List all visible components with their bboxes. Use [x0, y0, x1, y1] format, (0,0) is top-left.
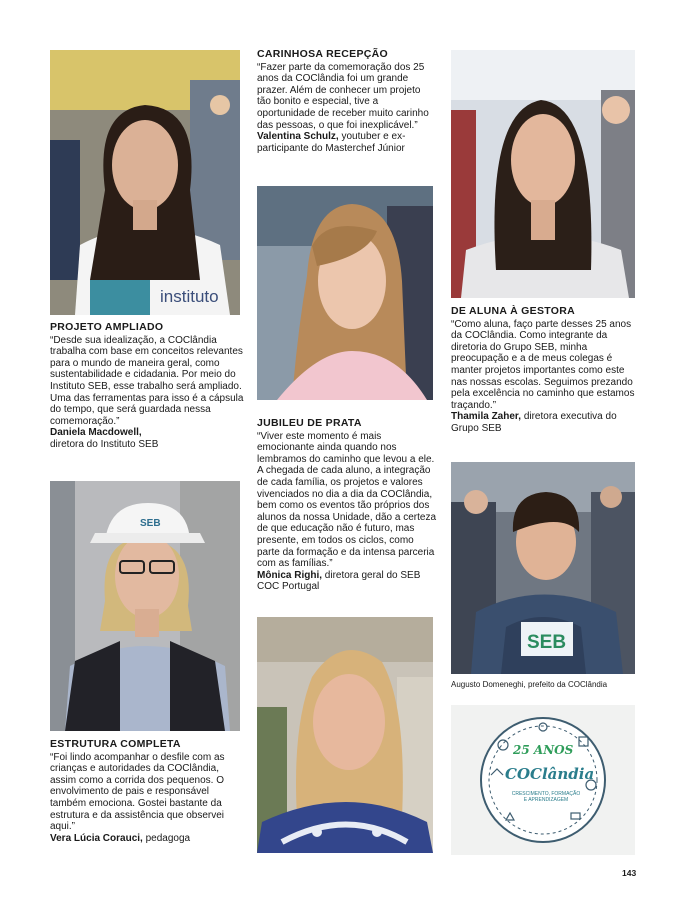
photo-daniela-macdowell	[50, 50, 240, 315]
logo-line2: COClândia	[505, 765, 595, 783]
svg-text:SEB: SEB	[527, 632, 567, 653]
photo-vera-lucia-corauci	[50, 481, 240, 731]
coclandia-25-anos-logo	[451, 705, 635, 855]
section-title: PROJETO AMPLIADO	[50, 321, 164, 333]
photo-valentina-schulz	[257, 186, 433, 400]
author-role: diretora geral do SEB COC Portugal	[257, 569, 421, 593]
svg-text:instituto: instituto	[160, 287, 219, 306]
section-estrutura-completa	[50, 739, 246, 844]
author-role: pedagoga	[145, 832, 191, 844]
author-name: Mônica Righi,	[257, 569, 322, 581]
photo-augusto-domeneghi	[451, 462, 635, 674]
quote-text: “Foi lindo acompanhar o desfile com as crianças e autoridades da COClândia, assim como a corrida dos pequenos. O envolvimento de pais e responsável também emociona. Gostei bastante da estrutura e da assistência que observei aqui.”	[50, 751, 225, 833]
section-title: DE ALUNA À GESTORA	[451, 305, 576, 317]
author-name: Vera Lúcia Corauci,	[50, 832, 143, 844]
author-role: diretora executiva do Grupo SEB	[451, 411, 617, 434]
quote-text: “Desde sua idealização, a COClândia trabalha com base em conceitos relevantes para o mundo de maneira geral, como sustentabilidade e cidadania. Por meio do Instituto SEB, esse trabalho será ampliado. Uma das ferramentas para isso é a cápsula do tempo, que será guardada nessa comemoração.”	[50, 334, 244, 427]
quote-text: “Viver este momento é mais emocionante ainda quando nos lembramos do caminho que levou a ele. A chegada de cada aluno, a integração de cada família, os projetos e valores vivenciados no dia a dia da COClândia, bem como os eventos tão próprios dos alunos da nossa Unidade, dão a certeza de que educação não é futuro, mas presente, em todos os ciclos, como parte da formação e da intensa parceria com as famílias.”	[257, 430, 437, 570]
section-title: ESTRUTURA COMPLETA	[50, 738, 181, 750]
author-name: Daniela Macdowell,	[50, 427, 142, 439]
section-projeto-ampliado	[50, 322, 246, 451]
quote-text: “Fazer parte da comemoração dos 25 anos da COClândia foi um grande prazer. Além de conhecer um projeto tão bonito e especial, tive a oportunidade de receber muito carinho das pessoas, o que foi inexplicável.”	[257, 61, 429, 131]
section-carinhosa-recepcao	[257, 49, 433, 154]
section-jubileu-de-prata	[257, 418, 437, 593]
quote-text: “Como aluna, faço parte desses 25 anos da COClândia. Como integrante da diretoria do Grupo SEB, minha preocupação e a de meus colegas é manter projetos importantes como este nas nossas escolas. Seguimos prezando pela excelência no caminho que estamos traçando.”	[451, 318, 635, 411]
photo-monica-righi	[257, 617, 433, 853]
photo-thamila-zaher	[451, 50, 635, 298]
author-role: diretora do Instituto SEB	[50, 438, 159, 450]
section-de-aluna-a-gestora	[451, 306, 637, 435]
logo-line1: 25 ANOS	[513, 743, 574, 757]
page-number: 143	[622, 868, 637, 878]
author-name: Valentina Schulz,	[257, 131, 339, 143]
svg-text:SEB: SEB	[140, 518, 161, 529]
section-title: CARINHOSA RECEPÇÃO	[257, 48, 389, 60]
author-name: Thamila Zaher,	[451, 411, 522, 423]
author-role: youtuber e ex-participante do Masterchef Júnior	[257, 131, 406, 154]
photo-caption: Augusto Domeneghi, prefeito da COClândia	[451, 680, 608, 689]
section-title: JUBILEU DE PRATA	[257, 417, 362, 429]
logo-tagline: CRESCIMENTO, FORMAÇÃO E APRENDIZAGEM	[511, 791, 581, 803]
